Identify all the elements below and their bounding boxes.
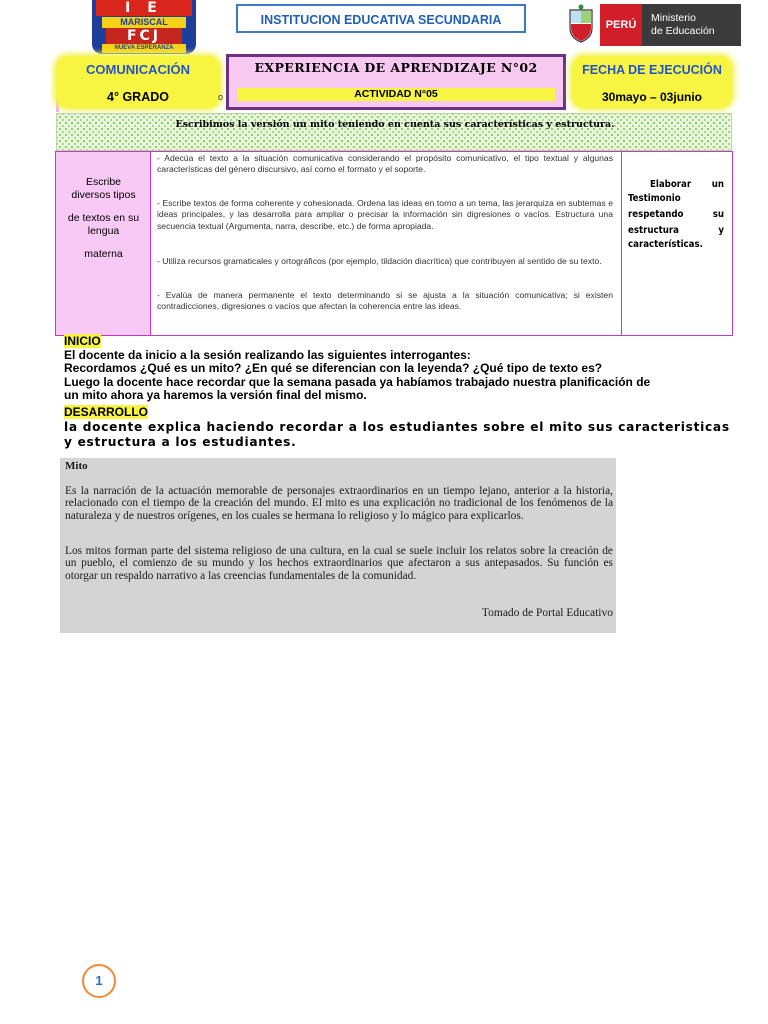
grade-label: 4° GRADO <box>107 90 169 104</box>
date-label: FECHA DE EJECUCIÓN <box>582 63 722 77</box>
purpose-text: Escribimos la versión un mito teniendo en cuenta sus características y estructura. <box>175 119 615 130</box>
ministry-label <box>642 4 741 46</box>
product-line: respetando su <box>628 209 724 220</box>
inicio-line: Luego la docente hace recordar que la semana pasada ya habíamos trabajado nuestra planificación de <box>64 374 651 389</box>
date-value: 30mayo – 03junio <box>601 90 703 104</box>
area-box <box>56 56 220 108</box>
ministry-line-2: de Educación <box>651 25 715 37</box>
product-cell <box>622 152 732 335</box>
desarrollo-line: y estructura a los estudiantes. <box>64 435 297 450</box>
logo-bottom: NUEVA ESPERANZA <box>102 44 186 53</box>
desarrollo-heading: DESARROLLO <box>64 404 148 419</box>
area-label: COMUNICACIÓN <box>86 62 190 77</box>
inicio-line: Recordamos ¿Qué es un mito? ¿En qué se diferencian con la leyenda? ¿Qué tipo de texto es? <box>64 361 603 376</box>
date-box <box>572 56 732 108</box>
mito-paragraph-2: Los mitos forman parte del sistema religioso de una cultura, en la cual se suele incluir los relatos sobre la creación de un pueblo, el comienzo de su mundo y los hechos extraordinarios que afectaron a sus antepasados. Su función es otorgar un respaldo narrativo a las creencias fundamentales de la comunidad. <box>65 545 613 582</box>
product-line: características. <box>628 239 703 250</box>
mito-paragraph-1: Es la narración de la actuación memorable de personajes extraordinarios en un tiempo lejano, anterior a la historia, relacionado con el tiempo de la creación del mundo. El mito es una explicación no tradicional de los fenómenos de la naturaleza y de nuestros orígenes, en los cuales se hermana lo religioso y lo mágico para explicarlos. <box>65 485 613 522</box>
logo-band: MARISCAL <box>102 17 186 28</box>
session-content <box>64 335 744 451</box>
competency-line: lengua <box>87 225 120 237</box>
institution-title: INSTITUCION EDUCATIVA SECUNDARIA <box>236 4 526 33</box>
ministry-logo <box>566 2 741 46</box>
product-line: Elaborar un <box>650 179 724 190</box>
capacities-cell <box>151 152 622 335</box>
text-fragment: o <box>218 92 224 102</box>
competency-line: Escribe <box>85 176 121 188</box>
mito-definition-box <box>60 458 616 633</box>
product-line: Testimonio <box>628 193 681 204</box>
peru-shield-icon <box>566 4 596 44</box>
competency-line: materna <box>84 248 123 260</box>
competency-line: de textos en su <box>67 212 140 224</box>
desarrollo-line: la docente explica haciendo recordar a los estudiantes sobre el mito sus caracteristicas <box>64 419 730 434</box>
inicio-heading: INICIO <box>64 334 101 348</box>
page-number: 1 <box>82 964 116 998</box>
activity-label: ACTIVIDAD N°05 <box>237 88 555 101</box>
logo-initials: FCJ <box>106 28 182 44</box>
ministry-line-1: Ministerio <box>651 12 696 24</box>
inicio-line: un mito ahora ya haremos la versión final del mismo. <box>64 388 367 403</box>
capacity-item: - Adecúa el texto a la situación comunicativa considerando el propósito comunicativo, el tipo textual y algunas características del género discursivo, así como el formato y el soporte. <box>157 153 613 175</box>
mito-source: Tomado de Portal Educativo <box>481 607 613 619</box>
logo-ie: I E <box>96 0 192 16</box>
product-line: estructura y <box>628 225 724 236</box>
experience-box <box>226 54 566 110</box>
competency-table <box>55 151 733 336</box>
capacity-item: - Escribe textos de forma coherente y cohesionada. Ordena las ideas en torno a un tema, las jerarquiza en subtemas e ideas principales, y las desarrolla para ampliar o precisar la información sin digresiones o vacíos. Estructura una secuencia textual (Argumenta, narra, describe, etc.) de forma apropiada. <box>157 198 613 231</box>
capacity-item: - Utiliza recursos gramaticales y ortográficos (por ejemplo, tildación diacrítica) que contribuyen al sentido de su texto. <box>157 256 602 266</box>
competency-cell <box>56 152 151 335</box>
experience-title: EXPERIENCIA DE APRENDIZAJE N°02 <box>254 60 538 75</box>
purpose-banner <box>56 113 732 151</box>
competency-line: diversos tipos <box>71 189 136 201</box>
inicio-line: El docente da inicio a la sesión realizando las siguientes interrogantes: <box>64 347 471 362</box>
school-logo <box>92 0 196 54</box>
peru-label: PERÚ <box>600 4 642 46</box>
capacity-item: - Evalúa de manera permanente el texto determinando si se ajusta a la situación comunicativa; si existen contradicciones, digresiones o vacíos que afectan la coherencia entre las ideas. <box>157 290 613 312</box>
mito-title: Mito <box>65 460 88 472</box>
